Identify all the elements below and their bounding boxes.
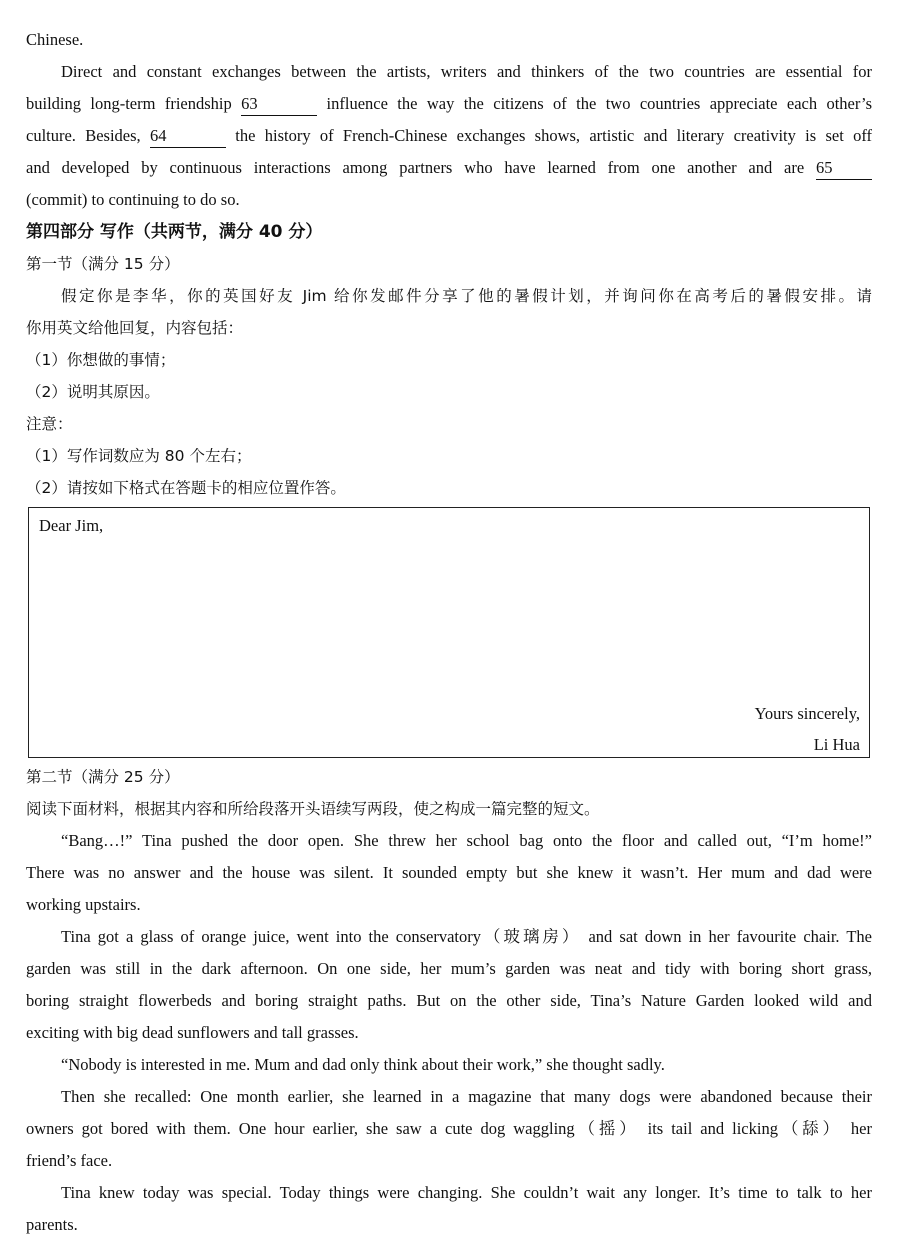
story-line-8: “Nobody is interested in me. Mum and dad only think about their work,” she thought sadly. [61,1055,665,1074]
section1-prompt-line-1: 假定你是李华，你的英国好友 Jim 给你发邮件分享了他的暑假计划，并询问你在高考后的暑假安排。请 [61,287,872,305]
story-line-6: boring straight flowerbeds and boring straight paths. But on the other side, Tina’s Nature Garden looked wild and [26,991,872,1010]
section1-item-1: （1）你想做的事情； [26,351,176,369]
note-label: 注意： [26,415,73,433]
letter-greeting: Dear Jim, [39,516,104,535]
reading-line-1: Chinese. [26,30,84,49]
blank-63: 63 [241,93,317,116]
story-line-10: owners got bored with them. One hour earlier, she saw a cute dog waggling（摇） its tail and licking（舔） her [26,1119,872,1138]
story-line-7: exciting with big dead sunflowers and tall grasses. [26,1023,359,1042]
reading-line-2: Direct and constant exchanges between the artists, writers and thinkers of the two countries are essential for [61,62,872,81]
story-line-4: Tina got a glass of orange juice, went into the conservatory（玻璃房） and sat down in her favourite chair. The [61,927,872,946]
story-line-12: Tina knew today was special. Today things were changing. She couldn’t wait any longer. It’s time to talk to her [61,1183,872,1202]
story-line-5: garden was still in the dark afternoon. On one side, her mum’s garden was neat and tidy with boring short grass, [26,959,872,978]
reading-text: influence the way the citizens of the two countries appreciate each other’s [326,94,872,113]
reading-text: culture. Besides, [26,126,141,145]
story-line-9: Then she recalled: One month earlier, she learned in a magazine that many dogs were abandoned because their [61,1087,872,1106]
letter-closing: Yours sincerely, [754,704,860,723]
story-line-2: There was no answer and the house was silent. It sounded empty but she knew it wasn’t. Her mum and dad were [26,863,872,882]
blank-65: 65 [816,157,872,180]
reading-text: and developed by continuous interactions among partners who have learned from one another and are [26,158,805,177]
reading-text: building long-term friendship [26,94,232,113]
story-line-3: working upstairs. [26,895,141,914]
letter-answer-box [28,507,870,758]
note-item-1: （1）写作词数应为 80 个左右； [26,447,252,465]
section1-title: 第一节（满分 15 分） [26,255,180,273]
exam-page [26,24,872,1241]
story-line-1: “Bang…!” Tina pushed the door open. She threw her school bag onto the floor and called out, “I’m home!” [61,831,872,850]
story-line-11: friend’s face. [26,1151,113,1170]
section2-instruction: 阅读下面材料，根据其内容和所给段落开头语续写两段，使之构成一篇完整的短文。 [26,800,600,818]
story-line-13: parents. [26,1215,78,1234]
part4-title: 第四部分 写作（共两节，满分 40 分） [26,222,323,242]
note-item-2: （2）请按如下格式在答题卡的相应位置作答。 [26,479,346,497]
section1-item-2: （2）说明其原因。 [26,383,160,401]
blank-64: 64 [150,125,226,148]
reading-line-4 [26,120,872,152]
reading-text: the history of French-Chinese exchanges shows, artistic and literary creativity is set off [235,126,872,145]
section2-title: 第二节（满分 25 分） [26,768,180,786]
reading-line-6: (commit) to continuing to do so. [26,190,240,209]
letter-signature: Li Hua [813,735,860,754]
section1-prompt-line-2: 你用英文给他回复，内容包括： [26,319,244,337]
reading-line-5 [26,152,872,184]
reading-line-3 [26,88,872,120]
